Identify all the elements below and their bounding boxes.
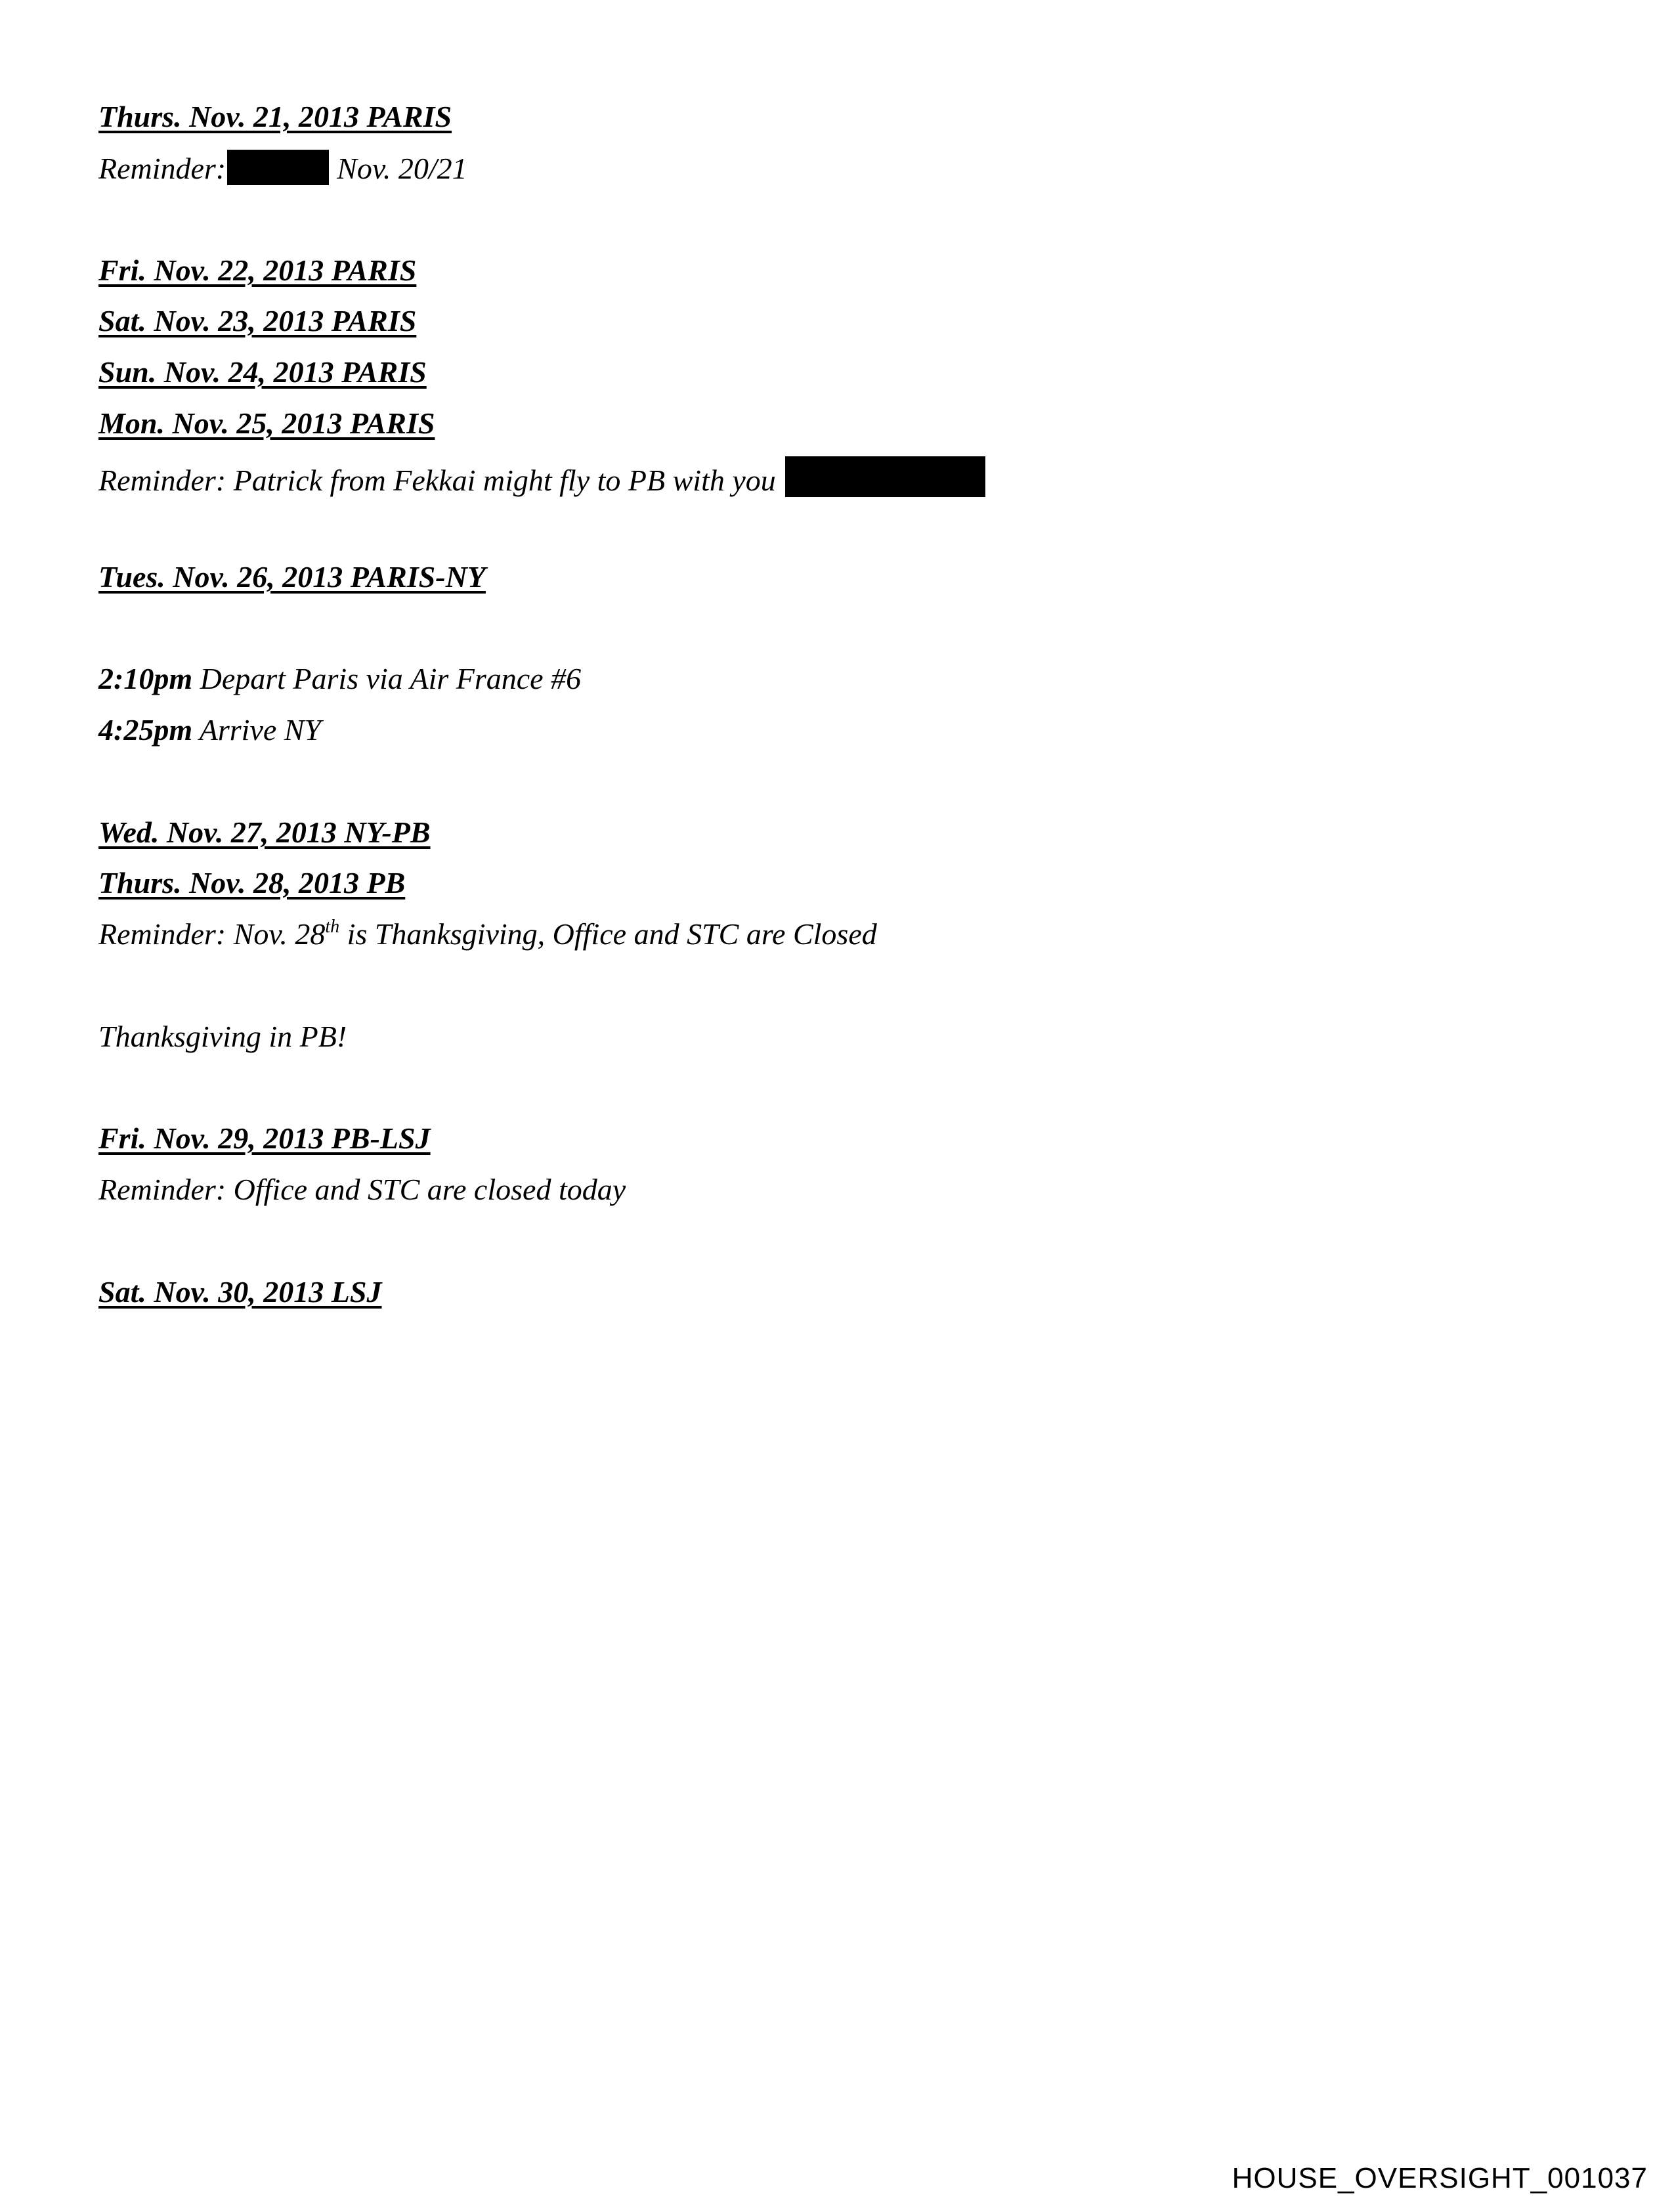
arrive-text: Arrive NY — [199, 713, 322, 747]
date-heading-nov30: Sat. Nov. 30, 2013 LSJ — [98, 1275, 382, 1309]
ordinal-suffix: th — [325, 917, 340, 937]
redaction-box — [785, 456, 985, 497]
reminder-nov29: Reminder: Office and STC are closed today — [98, 1173, 626, 1206]
redaction-box — [227, 150, 329, 185]
date-heading-nov29: Fri. Nov. 29, 2013 PB-LSJ — [98, 1121, 431, 1155]
reminder-prefix: Reminder: — [98, 152, 226, 185]
date-heading-nov24: Sun. Nov. 24, 2013 PARIS — [98, 355, 427, 389]
reminder-suffix: Nov. 20/21 — [337, 152, 467, 185]
date-heading-nov22: Fri. Nov. 22, 2013 PARIS — [98, 253, 417, 287]
arrive-time: 4:25pm — [98, 713, 193, 747]
depart-text: Depart Paris via Air France #6 — [200, 662, 582, 695]
reminder-nov21 — [98, 150, 467, 187]
date-heading-nov26: Tues. Nov. 26, 2013 PARIS-NY — [98, 560, 486, 594]
flight-arrive-line — [98, 712, 321, 748]
reminder-text: Reminder: Patrick from Fekkai might fly to PB with you — [98, 464, 776, 497]
date-heading-nov21: Thurs. Nov. 21, 2013 PARIS — [98, 100, 452, 133]
date-heading-nov25: Mon. Nov. 25, 2013 PARIS — [98, 406, 435, 440]
note-thanksgiving: Thanksgiving in PB! — [98, 1020, 347, 1053]
date-heading-nov23: Sat. Nov. 23, 2013 PARIS — [98, 304, 417, 337]
reminder-nov25 — [98, 456, 985, 499]
reminder-prefix: Reminder: Nov. 28 — [98, 917, 326, 951]
date-heading-nov27: Wed. Nov. 27, 2013 NY-PB — [98, 815, 431, 849]
reminder-nov28 — [98, 916, 877, 953]
reminder-suffix: is Thanksgiving, Office and STC are Closed — [347, 917, 877, 951]
depart-time: 2:10pm — [98, 662, 193, 695]
bates-number: HOUSE_OVERSIGHT_001037 — [1232, 2162, 1648, 2194]
flight-depart-line — [98, 661, 581, 697]
date-heading-nov28: Thurs. Nov. 28, 2013 PB — [98, 866, 406, 900]
